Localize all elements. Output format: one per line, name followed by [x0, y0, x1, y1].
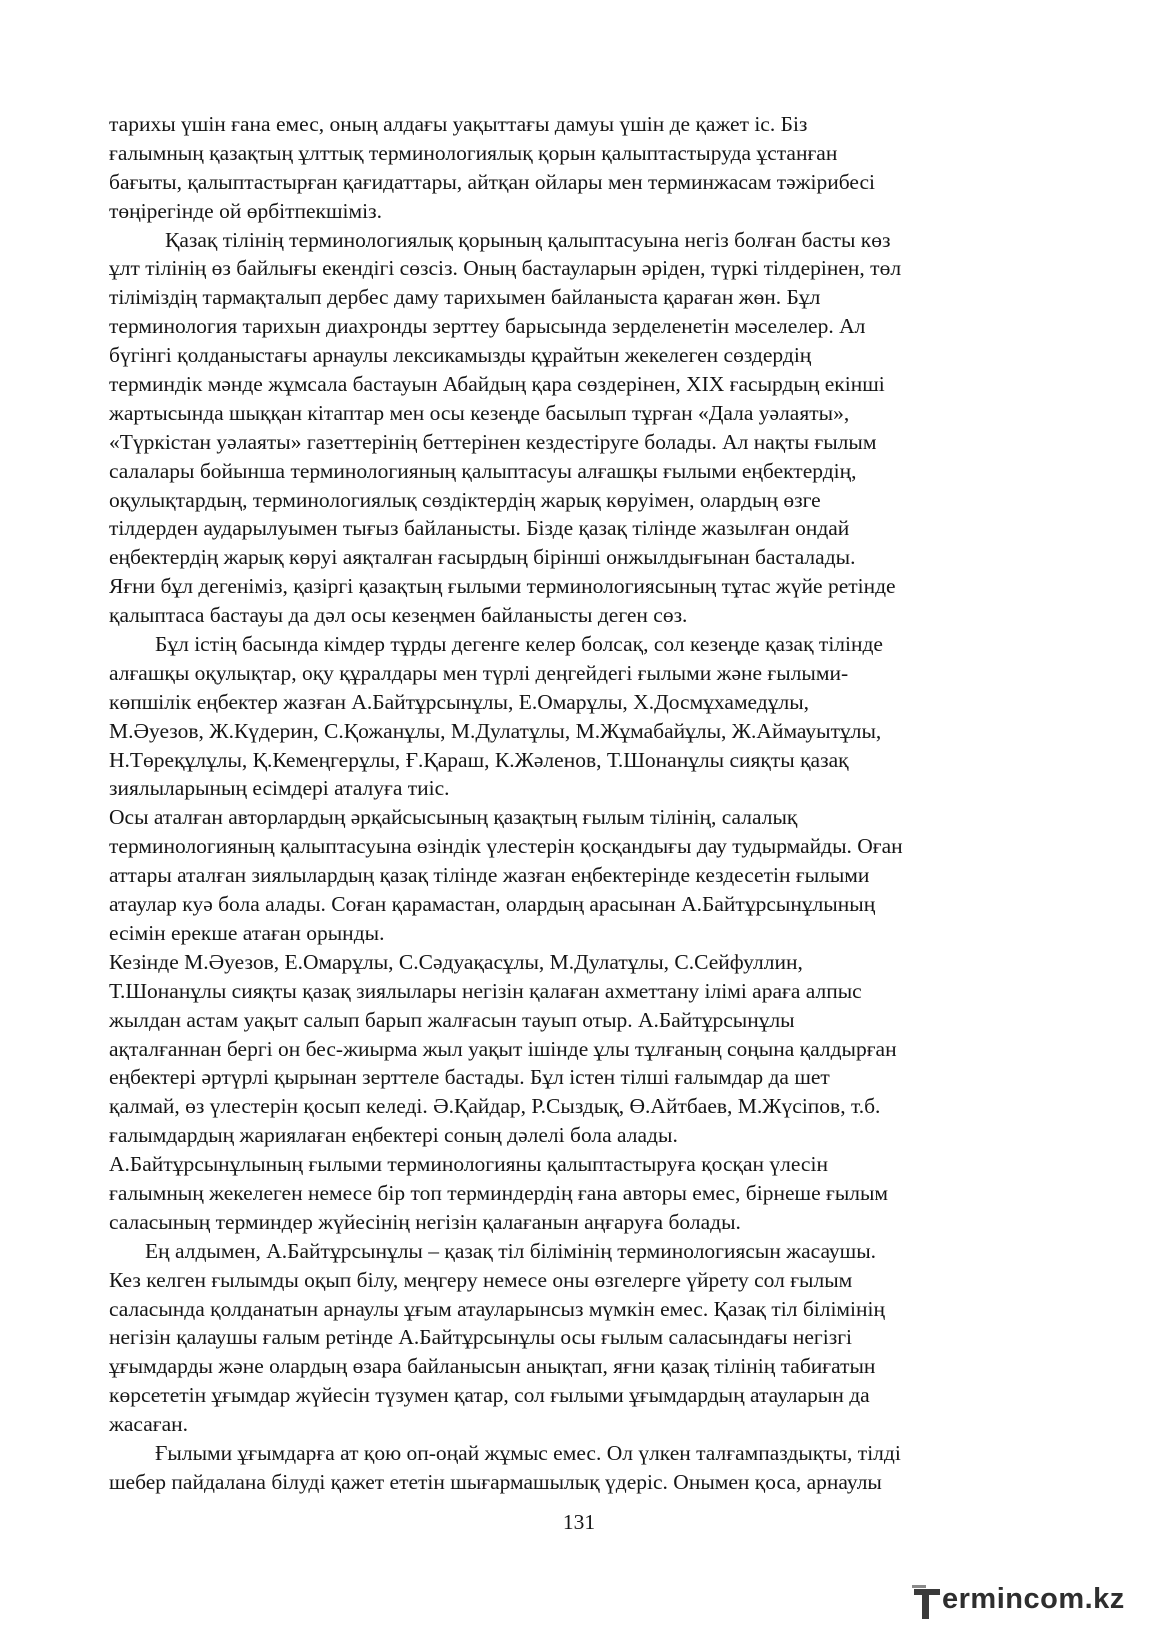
text-line: көпшілік еңбектер жазған А.Байтұрсынұлы, Е.Омарұлы, Х.Досмұхамедұлы, [109, 689, 810, 714]
text-line: «Түркістан уәлаяты» газеттерінің беттерінен кездестіруге болады. Ал нақты ғылым [109, 429, 877, 454]
text-line: ұлт тілінің өз байлығы екендігі сөзсіз. Оның бастауларын әріден, түркі тілдерінен, төл [109, 256, 902, 281]
text-line: Кез келген ғылымды оқып білу, меңгеру немесе оны өзгелерге үйрету сол ғылым [109, 1267, 853, 1292]
text-line: қалыптаса бастауы да дәл осы кезеңмен байланысты деген сөз. [109, 603, 688, 628]
text-line: көрсететін ұғымдар жүйесін түзумен қатар, сол ғылыми ұғымдардың атауларын да [109, 1383, 870, 1408]
text-line: есімін ерекше атаған орынды. [109, 920, 385, 945]
text-line: ұғымдарды және олардың өзара байланысын анықтап, яғни қазақ тілінің табиғатын [109, 1354, 876, 1379]
text-line: атаулар куә бола алады. Соған қарамастан, олардың арасынан А.Байтұрсынұлының [109, 892, 876, 917]
document-body [109, 110, 1043, 1497]
text-line: Кезінде М.Әуезов, Е.Омарұлы, С.Сәдуақасұлы, М.Дулатұлы, С.Сейфуллин, [109, 949, 803, 974]
text-line: зиялыларының есімдері аталуға тиіс. [109, 776, 450, 801]
text-line: төңірегінде ой өрбітпекшіміз. [109, 198, 382, 223]
text-line: тарихы үшін ғана емес, оның алдағы уақыттағы дамуы үшін де қажет іс. Біз [109, 112, 808, 136]
text-line: Ғылыми ұғымдарға ат қою оп-оңай жұмыс емес. Ол үлкен талғампаздықты, тілді [155, 1440, 901, 1465]
text-line: еңбектері әртүрлі қырынан зерттеле бастады. Бұл істен тілші ғалымдар да шет [109, 1065, 830, 1090]
text-line: ғалымның қазақтың ұлттық терминологиялық қорын қалыптастыруда ұстанған [109, 140, 838, 165]
text-line: Қазақ тілінің терминологиялық қорының қалыптасуына негіз болған басты көз [165, 227, 891, 252]
text-line: шебер пайдалана білуді қажет ететін шығармашылық үдеріс. Онымен қоса, арнаулы [109, 1469, 882, 1494]
text-line: Н.Төреқұлұлы, Қ.Кемеңгерұлы, Ғ.Қараш, К.Жәленов, Т.Шонанұлы сияқты қазақ [109, 747, 849, 772]
text-line: жартысында шыққан кітаптар мен осы кезеңде басылып тұрған «Дала уәлаяты», [109, 400, 850, 425]
text-line: терминология тарихын диахронды зерттеу барысында зерделенетін мәселелер. Ал [109, 314, 866, 339]
text-line: еңбектердің жарық көруі аяқталған ғасырдың бірінші онжылдығынан басталады. [109, 545, 856, 570]
text-line: тілдерден аударылуымен тығыз байланысты. Бізде қазақ тілінде жазылған ондай [109, 516, 850, 541]
watermark-t-letter [912, 1585, 942, 1619]
text-line: терминдік мәнде жұмсала бастауын Абайдың қара сөздерінен, XIX ғасырдың екінші [109, 372, 885, 397]
text-line: саласының терминдер жүйесінің негізін қалағанын аңғаруға болады. [109, 1209, 741, 1234]
text-line: терминологияның қалыптасуына өзіндік үлестерін қосқандығы дау тудырмайды. Оған [109, 834, 903, 859]
text-line: бағыты, қалыптастырған қағидаттары, айтқан ойлары мен терминжасам тәжірибесі [109, 169, 875, 194]
text-line: саласында қолданатын арнаулы ұғым атауларынсыз мүмкін емес. Қазақ тіл білімінің [109, 1296, 885, 1321]
text-line: жылдан астам уақыт салып барып жалғасын тауып отыр. А.Байтұрсынұлы [109, 1007, 795, 1032]
text-line: аттары аталған зиялылардың қазақ тілінде жазған еңбектерінде кездесетін ғылыми [109, 863, 870, 888]
text-line: негізін қалаушы ғалым ретінде А.Байтұрсынұлы осы ғылым саласындағы негізгі [109, 1325, 852, 1350]
text-line: Т.Шонанұлы сияқты қазақ зиялылары негізін қалаған ахметтану ілімі араға алпыс [109, 978, 862, 1003]
text-line: қалмай, өз үлестерін қосып келеді. Ә.Қайдар, Р.Сыздық, Ө.Айтбаев, М.Жүсіпов, т.б. [109, 1094, 881, 1119]
text-line: ғалымдардың жариялаған еңбектері соның дәлелі бола алады. [109, 1123, 678, 1148]
text-line: М.Әуезов, Ж.Күдерин, С.Қожанұлы, М.Дулатұлы, М.Жұмабайұлы, Ж.Аймауытұлы, [109, 718, 882, 743]
text-line: ғалымның жекелеген немесе бір топ терминдердің ғана авторы емес, бірнеше ғылым [109, 1180, 889, 1205]
text-line: А.Байтұрсынұлының ғылыми терминологияны қалыптастыруға қосқан үлесін [109, 1152, 828, 1177]
text-line: оқулықтардың, терминологиялық сөздіктердің жарық көруімен, олардың өзге [109, 487, 821, 512]
text-line: Осы аталған авторлардың әрқайсысының қазақтың ғылым тілінің, салалық [109, 805, 798, 830]
text-line: Яғни бұл дегеніміз, қазіргі қазақтың ғылыми терминологиясының тұтас жүйе ретінде [109, 574, 896, 599]
text-line: салалары бойынша терминологияның қалыптасуы алғашқы ғылыми еңбектердің, [109, 458, 857, 483]
text-line: тіліміздің тармақталып дербес даму тарихымен байланыста қараған жөн. Бұл [109, 285, 821, 310]
site-watermark-logo [912, 1583, 1124, 1623]
text-line: ақталғаннан бергі он бес-жиырма жыл уақыт ішінде ұлы тұлғаның соңына қалдырған [109, 1036, 897, 1061]
text-line: алғашқы оқулықтар, оқу құралдары мен түрлі деңгейдегі ғылыми және ғылыми- [109, 660, 849, 685]
text-line: жасаған. [109, 1412, 188, 1437]
page-number: 131 [562, 1510, 596, 1534]
text-line: Бұл істің басында кімдер тұрды дегенге келер болсақ, сол кезеңде қазақ тілінде [155, 632, 883, 657]
text-line: Ең алдымен, А.Байтұрсынұлы – қазақ тіл білімінің терминологиясын жасаушы. [145, 1238, 877, 1263]
watermark-text: ermincom.kz [942, 1583, 1125, 1615]
text-line: бүгінгі қолданыстағы арнаулы лексикамызды құрайтын жекелеген сөздердің [109, 343, 812, 368]
